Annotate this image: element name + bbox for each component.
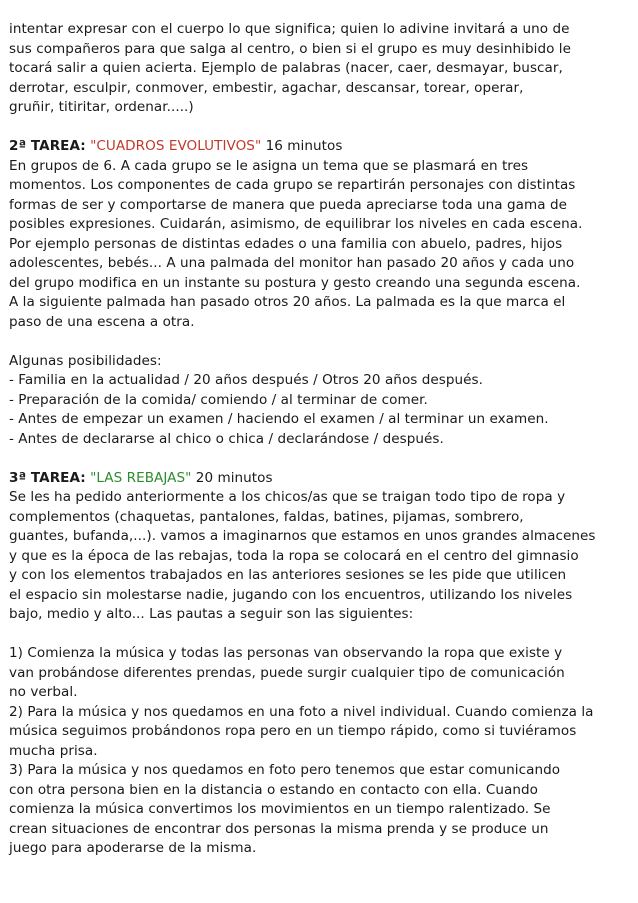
text-line: gruñir, titiritar, ordenar.....) <box>9 99 194 115</box>
task2-heading <box>9 137 633 157</box>
task3-duration: 20 minutos <box>195 469 273 486</box>
text-line: intentar expresar con el cuerpo lo que significa; quien lo adivine invitará a uno de <box>9 21 570 37</box>
step-line: 2) Para la música y nos quedamos en una foto a nivel individual. Cuando comienza la <box>9 703 594 720</box>
text-line: complementos (chaquetas, pantalones, faldas, batines, pijamas, sombrero, <box>9 508 524 525</box>
text-line: el espacio sin molestarse nadie, jugando con los encuentros, utilizando los niveles <box>9 586 573 603</box>
step-line: con otra persona bien en la distancia o estando en contacto con ella. Cuando <box>9 781 538 798</box>
text-line: Se les ha pedido anteriormente a los chicos/as que se traigan todo tipo de ropa y <box>9 489 566 505</box>
spacer <box>9 332 633 352</box>
task3-title: "LAS REBAJAS" <box>90 469 192 486</box>
text-line: A la siguiente palmada han pasado otros 20 años. La palmada es la que marca el <box>9 294 566 310</box>
step-line: 1) Comienza la música y todas las personas van observando la ropa que existe y <box>9 645 563 661</box>
step-line: crean situaciones de encontrar dos personas la misma prenda y se produce un <box>9 820 549 837</box>
step-line: 3) Para la música y nos quedamos en foto pero tenemos que estar comunicando <box>9 762 561 778</box>
text-line: adolescentes, bebés... A una palmada del monitor han pasado 20 años y cada uno <box>9 255 575 271</box>
possibility-item: - Antes de empezar un examen / haciendo el examen / al terminar un examen. <box>9 411 549 427</box>
text-line: derrotar, esculpir, conmover, embestir, agachar, descansar, torear, operar, <box>9 79 524 96</box>
task3-steps <box>9 644 633 859</box>
text-line: bajo, medio y alto... Las pautas a seguir son las siguientes: <box>9 606 414 622</box>
spacer <box>9 625 633 645</box>
document-page <box>9 20 633 859</box>
possibility-item: - Familia en la actualidad / 20 años después / Otros 20 años después. <box>9 372 484 388</box>
step-line: música seguimos probándonos ropa pero en un tiempo rápido, como si tuviéramos <box>9 723 577 739</box>
possibility-item: - Preparación de la comida/ comiendo / al terminar de comer. <box>9 391 428 408</box>
text-line: guantes, bufanda,...). vamos a imaginarnos que estamos en unos grandes almacenes <box>9 528 596 544</box>
text-line: y con los elementos trabajados en las anteriores sesiones se les pide que utilicen <box>9 567 567 583</box>
step-line: comienza la música convertimos los movimientos en un tiempo ralentizado. Se <box>9 801 551 817</box>
task3-section <box>9 469 633 625</box>
text-line: y que es la época de las rebajas, toda la ropa se colocará en el centro del gimnasio <box>9 547 579 564</box>
step-line: van probándose diferentes prendas, puede surgir cualquier tipo de comunicación <box>9 664 565 681</box>
possibilities-heading: Algunas posibilidades: <box>9 352 162 369</box>
text-line: del grupo modifica en un instante su postura y gesto creando una segunda escena. <box>9 274 581 291</box>
text-line: En grupos de 6. A cada grupo se le asigna un tema que se plasmará en tres <box>9 157 529 174</box>
text-line: posibles expresiones. Cuidarán, asimismo, de equilibrar los niveles en cada escena. <box>9 216 583 232</box>
task2-duration: 16 minutos <box>265 138 343 154</box>
task2-title: "CUADROS EVOLUTIVOS" <box>90 138 262 154</box>
task3-label: 3ª TAREA: <box>9 469 86 486</box>
text-line: formas de ser y comportarse de manera que pueda apreciarse toda una gama de <box>9 196 568 213</box>
text-line: paso de una escena a otra. <box>9 313 195 330</box>
possibility-item: - Antes de declararse al chico o chica / declarándose / después. <box>9 430 444 447</box>
spacer <box>9 118 633 138</box>
task2-possibilities <box>9 352 633 450</box>
intro-paragraph <box>9 20 633 118</box>
task2-label: 2ª TAREA: <box>9 138 86 154</box>
step-line: no verbal. <box>9 684 78 700</box>
spacer <box>9 449 633 469</box>
text-line: tocará salir a quien acierta. Ejemplo de palabras (nacer, caer, desmayar, buscar, <box>9 60 563 76</box>
text-line: Por ejemplo personas de distintas edades o una familia con abuelo, padres, hijos <box>9 235 563 252</box>
task2-section <box>9 137 633 332</box>
text-line: momentos. Los componentes de cada grupo se repartirán personajes con distintas <box>9 177 576 193</box>
step-line: mucha prisa. <box>9 742 98 759</box>
task3-heading <box>9 469 633 489</box>
text-line: sus compañeros para que salga al centro, o bien si el grupo es muy desinhibido le <box>9 40 572 57</box>
step-line: juego para apoderarse de la misma. <box>9 840 257 856</box>
